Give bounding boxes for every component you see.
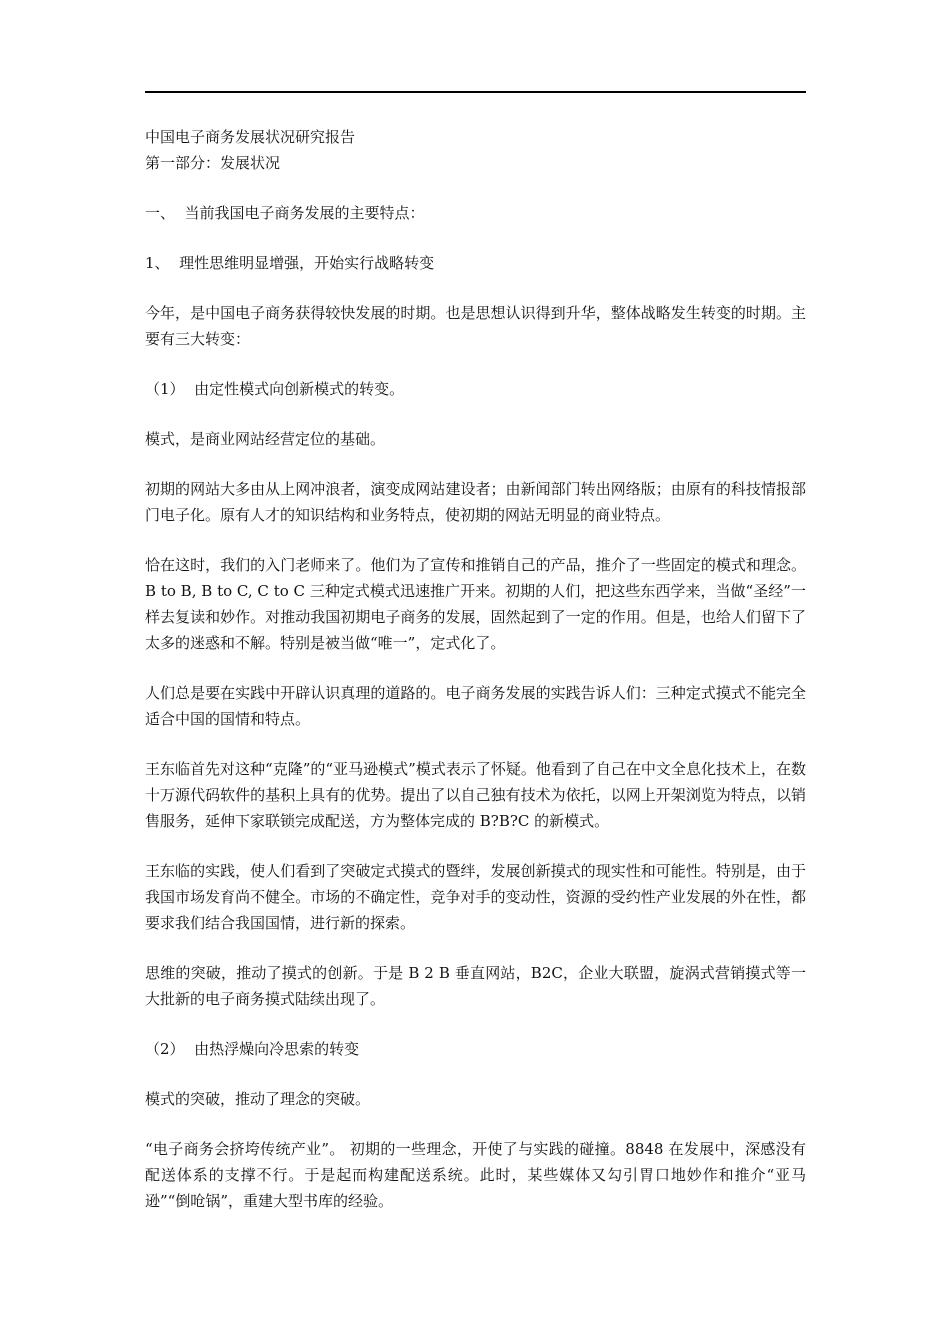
header-rule (145, 91, 806, 93)
paragraph-practice: 人们总是要在实践中开辟认识真理的道路的。电子商务发展的实践告诉人们：三种定式摸式不能完全适合中国的国情和特点。 (145, 684, 806, 728)
point-1-heading: （1） 由定性模式向创新模式的转变。 (145, 380, 405, 398)
subsection-heading: 1、 理性思维明显增强，开始实行战略转变 (145, 254, 435, 272)
part-heading: 第一部分：发展状况 (145, 154, 281, 172)
paragraph-wang-doubt: 王东临首先对这种“克隆”的“亚马逊模式”模式表示了怀疑。他看到了自己在中文全息化技术上，在数十万源代码软件的基积上具有的优势。提出了以自己独有技术为依托，以网上开架浏览为特点，以销售服务，延伸下家联锁完成配送，方为整体完成的 B?B?C 的新模式。 (145, 760, 806, 830)
point-2-heading: （2） 由热浮燥向冷思索的转变 (145, 1040, 360, 1058)
paragraph-breakthrough: 思维的突破，推动了摸式的创新。于是 B 2 B 垂直网站，B2C，企业大联盟，旋涡式营销摸式等一大批新的电子商务摸式陆续出现了。 (145, 964, 806, 1008)
paragraph-wang-practice: 王东临的实践，使人们看到了突破定式摸式的暨绊，发展创新摸式的现实性和可能性。特别是，由于我国市场发育尚不健全。市场的不确定性，竞争对手的变动性，资源的受约性产业发展的外在性，都要求我们结合我国国情，进行新的探索。 (145, 862, 806, 932)
section-heading: 一、 当前我国电子商务发展的主要特点： (145, 204, 425, 222)
paragraph-concept: 模式的突破，推动了理念的突破。 (145, 1090, 371, 1108)
paragraph-intro: 今年，是中国电子商务获得较快发展的时期。也是思想认识得到升华，整体战略发生转变的时期。主要有三大转变： (145, 304, 806, 348)
paragraph-early-sites: 初期的网站大多由从上网冲浪者，演变成网站建设者；由新闻部门转出网络版；由原有的科技情报部门电子化。原有人才的知识结构和业务特点，使初期的网站无明显的商业特点。 (145, 480, 806, 524)
paragraph-traditional: “电子商务会挤垮传统产业”。 初期的一些理念，开使了与实践的碰撞。8848 在发展中，深感没有配送体系的支撑不行。于是起而构建配送系统。此时，某些媒体又勾引胃口地妙作和推介“亚马逊”“倒呛锅”，重建大型书库的经验。 (145, 1140, 806, 1210)
document-title: 中国电子商务发展状况研究报告 (145, 128, 356, 146)
title-block (145, 124, 806, 176)
paragraph-teachers: 恰在这时，我们的入门老师来了。他们为了宣传和推销自己的产品，推介了一些固定的模式和理念。B to B, B to C, C to C 三种定式模式迅速推广开来。初期的人们，把这些东西学来，当做“圣经”一样去复读和妙作。对推动我国初期电子商务的发展，固然起到了一定的作用。但是，也给人们留下了太多的迷惑和不解。特别是被当做“唯一”，定式化了。 (145, 556, 806, 652)
paragraph-model-basis: 模式，是商业网站经营定位的基础。 (145, 430, 386, 448)
document-body (145, 124, 806, 1238)
